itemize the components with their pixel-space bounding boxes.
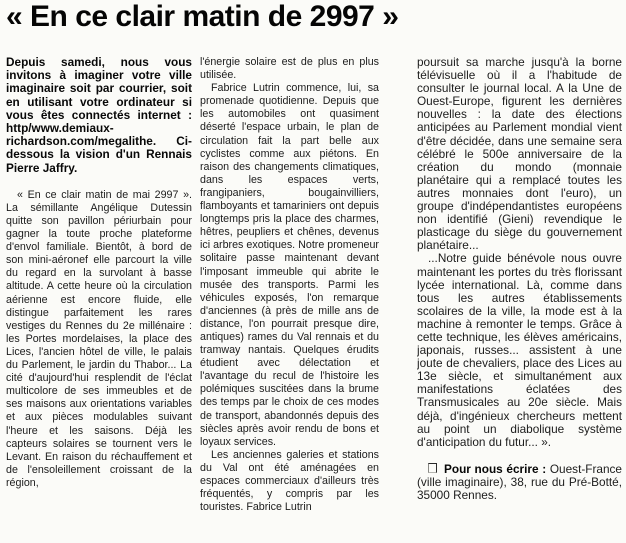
write-to-us-note [417, 463, 622, 502]
note-text: Ouest-France (ville imaginaire), 38, rue du Pré-Botté, 35000 Rennes. [417, 461, 622, 502]
intro-paragraph: Depuis samedi, nous vous invitons à imaginer votre ville imaginaire soit par courrier, soit en utilisant votre ordinateur si vous êtes connectés internet : http/www.demiaux-richardson.com/megalithe. Ci-dessous la vision d'un Rennais Pierre Jaffry. [6, 56, 192, 175]
body-paragraph-col1: « En ce clair matin de mai 2997 ». La sémillante Angélique Dutessin quitte son pavillon périurbain pour gagner la toute proche plateforme d'envol familiale. Bientôt, à bord de son mini-aéronef elle parcourt la ville du regard en la survolant à basse altitude. A cette heure où la circulation aérienne est encore fluide, elle distingue parfaitement les rares vestiges du Rennes du 2e millénaire : les Portes mordelaises, la place des Lices, l'ancien hôtel de ville, le palais du Parlement, le jardin du Thabor... La cité d'aujourd'hui resplendit de l'éclat multicolore de ses immeubles et de ses maisons aux orientations variables et aux pièces modulables suivant l'heure et les saisons. Déjà les capteurs solaires se tournent vers le Levant. En raison du réchauffement et de l'ensoleillement croissant de la région, [6, 188, 192, 489]
column-3 [417, 56, 622, 542]
column-1 [6, 56, 192, 542]
body-paragraph-col3-main: ...Notre guide bénévole nous ouvre maintenant les portes du très florissant lycée international. Là, comme dans tous les autres établissements scolaires de la ville, la mode est à la machine à remonter le temps. Grâce à cette technique, les élèves américains, japonais, russes... assistent à une joute de chevaliers, place des Lices au 13e siècle, et simultanément aux manifestations éclatées des Transmusicales au 20e siècle. Mais déjà, d'ingénieux chercheurs mettent au point un diabolique système d'anticipation du futur... ». [417, 251, 622, 449]
body-paragraph-col2-main: Fabrice Lutrin commence, lui, sa promenade quotidienne. Depuis que les automobiles ont quasiment déserté l'espace urbain, le plan de circulation fait la part belle aux cyclistes comme aux piétons. En raison des changements climatiques, dans les espaces verts, frangipaniers, bougainvilliers, flamboyants et tamariniers ont depuis longtemps pris la place des charmes, hêtres, peupliers et chênes, devenus ici arbres exotiques. Notre promeneur solitaire passe maintenant devant l'imposant immeuble qui abrite le musée des transports. Parmi les véhicules exposés, l'on remarque d'anciennes (à près de mille ans de distance, l'on pourrait presque dire, antiques) rames du Val rennais et du tramway nantais. Quelques érudits étudient avec délectation et l'avantage du recul de l'histoire les polémiques suscitées dans la brume des temps par le choix de ces modes de transport, abandonnés depuis des siècles après avoir rendu de bons et loyaux services. [200, 82, 379, 448]
square-bullet-icon [428, 463, 437, 473]
body-paragraph-col2-last: Les anciennes galeries et stations du Val ont été aménagées en espaces commerciaux d'ailleurs très fréquentés, y compris par les touristes. Fabrice Lutrin [200, 448, 379, 514]
body-paragraph-col3-continuation: poursuit sa marche jusqu'à la borne télévisuelle où il a l'habitude de consulter le journal local. A la Une de Ouest-Europe, figurent les dernières nouvelles : la date des élections anticipées au Parlement mondial vient d'être décidée, dans une semaine sera célébré le 500e anniversaire de la création du mondo (monnaie planétaire qui a remplacé toutes les autres monnaies dont l'euro), un groupe d'indépendantistes européens non identifié (Gieni) revendique le plasticage du siège du gouvernement planétaire... [417, 56, 622, 253]
body-paragraph-col2-continuation: l'énergie solaire est de plus en plus utilisée. [200, 56, 379, 82]
column-2 [200, 56, 379, 542]
note-label: Pour nous écrire : [444, 461, 547, 476]
article-headline: « En ce clair matin de 2997 » [6, 0, 399, 33]
